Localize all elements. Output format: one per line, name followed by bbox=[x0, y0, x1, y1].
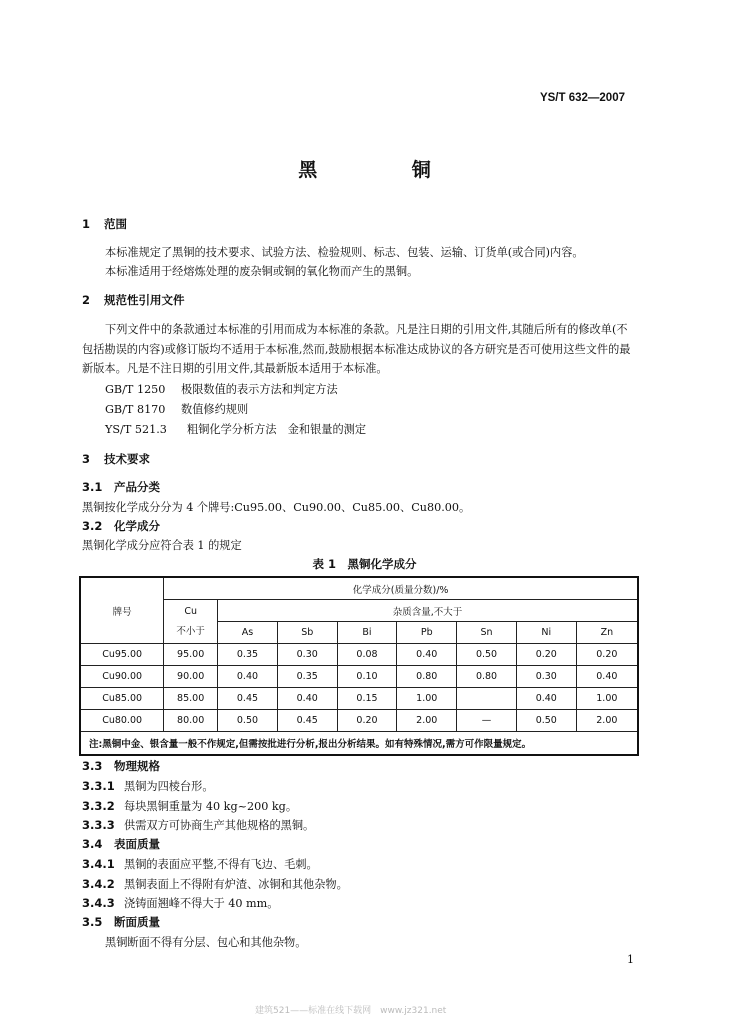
value-cell: 1.00 bbox=[397, 688, 457, 710]
clause-number: 3.4.2 bbox=[82, 877, 115, 891]
table-note: 注:黑铜中金、银含量一般不作规定,但需按批进行分析,报出分析结果。如有特殊情况,需方可作限量规定。 bbox=[80, 732, 638, 756]
cu-min-label: 不小于 bbox=[176, 625, 205, 637]
reference-code: GB/T 1250 bbox=[105, 383, 166, 396]
cu-cell: 95.00 bbox=[164, 644, 218, 666]
grade-cell: Cu95.00 bbox=[80, 644, 164, 666]
clause-text: 黑铜的表面应平整,不得有飞边、毛刺。 bbox=[124, 858, 318, 871]
table-caption: 表 1 黑铜化学成分 bbox=[312, 557, 417, 571]
impurity-col-header: Ni bbox=[516, 622, 576, 644]
section-number: 3.2 bbox=[82, 519, 103, 533]
section-3-heading bbox=[82, 451, 150, 467]
value-cell: 0.20 bbox=[576, 644, 638, 666]
value-cell: 0.15 bbox=[337, 688, 397, 710]
clause bbox=[82, 856, 318, 872]
value-cell: 0.35 bbox=[277, 666, 337, 688]
section-title: 化学成分 bbox=[114, 519, 160, 533]
reference-name: 数值修约规则 bbox=[181, 403, 249, 416]
value-cell: — bbox=[457, 710, 517, 732]
value-cell: 0.50 bbox=[457, 644, 517, 666]
page-number: 1 bbox=[627, 953, 634, 966]
value-cell: 2.00 bbox=[397, 710, 457, 732]
cu-label: Cu bbox=[184, 605, 197, 617]
section-number: 2 bbox=[82, 293, 91, 307]
paragraph: 黑铜化学成分应符合表 1 的规定 bbox=[82, 539, 242, 552]
value-cell: 0.80 bbox=[457, 666, 517, 688]
subsection-heading bbox=[82, 518, 160, 534]
reference-name: 极限数值的表示方法和判定方法 bbox=[181, 383, 338, 396]
section-number: 3.3 bbox=[82, 759, 103, 773]
impurity-header: 杂质含量,不大于 bbox=[218, 600, 638, 622]
page-title: 黑 铜 bbox=[298, 159, 475, 181]
cu-cell: 85.00 bbox=[164, 688, 218, 710]
grade-header: 牌号 bbox=[80, 577, 164, 644]
clause-number: 3.3.3 bbox=[82, 818, 115, 832]
standard-number: YS/T 632—2007 bbox=[539, 92, 625, 104]
grade-cell: Cu80.00 bbox=[80, 710, 164, 732]
clause-text: 黑铜表面上不得附有炉渣、冰铜和其他杂物。 bbox=[124, 878, 348, 891]
subsection-heading bbox=[82, 479, 160, 495]
section-title: 产品分类 bbox=[114, 480, 160, 494]
value-cell: 0.50 bbox=[516, 710, 576, 732]
section-2-heading bbox=[82, 292, 185, 308]
paragraph: 黑铜按化学成分分为 4 个牌号:Cu95.00、Cu90.00、Cu85.00、Cu80.00。 bbox=[82, 501, 471, 514]
cu-cell: 80.00 bbox=[164, 710, 218, 732]
table-row bbox=[80, 644, 638, 666]
value-cell: 0.40 bbox=[397, 644, 457, 666]
chemical-composition-table bbox=[79, 576, 639, 756]
value-cell: 0.35 bbox=[218, 644, 278, 666]
clause-text: 每块黑铜重量为 40 kg~200 kg。 bbox=[124, 800, 298, 813]
paragraph: 黑铜断面不得有分层、包心和其他杂物。 bbox=[105, 936, 307, 949]
paragraph: 本标准适用于经熔炼处理的废杂铜或铜的氧化物而产生的黑铜。 bbox=[105, 265, 419, 278]
clause-number: 3.4.3 bbox=[82, 896, 115, 910]
value-cell: 0.80 bbox=[397, 666, 457, 688]
section-number: 1 bbox=[82, 217, 91, 231]
section-title: 规范性引用文件 bbox=[104, 293, 185, 307]
section-title: 表面质量 bbox=[114, 837, 160, 851]
impurity-col-header: Sn bbox=[457, 622, 517, 644]
table-row bbox=[80, 666, 638, 688]
clause-text: 黑铜为四棱台形。 bbox=[124, 780, 214, 793]
section-title: 范围 bbox=[104, 217, 127, 231]
section-number: 3 bbox=[82, 452, 91, 466]
value-cell: 0.20 bbox=[516, 644, 576, 666]
paragraph: 本标准规定了黑铜的技术要求、试验方法、检验规则、标志、包装、运输、订货单(或合同)内容。 bbox=[105, 246, 584, 259]
value-cell bbox=[457, 688, 517, 710]
value-cell: 0.40 bbox=[277, 688, 337, 710]
section-title: 断面质量 bbox=[114, 915, 160, 929]
reference-name: 粗铜化学分析方法 金和银量的测定 bbox=[187, 423, 367, 436]
section-number: 3.1 bbox=[82, 480, 103, 494]
section-number: 3.4 bbox=[82, 837, 103, 851]
reference-item bbox=[105, 401, 248, 417]
subsection-heading bbox=[82, 914, 160, 930]
clause-text: 供需双方可协商生产其他规格的黑铜。 bbox=[124, 819, 315, 832]
value-cell: 0.45 bbox=[277, 710, 337, 732]
clause-text: 浇铸面翘峰不得大于 40 mm。 bbox=[124, 897, 279, 910]
impurity-col-header: Zn bbox=[576, 622, 638, 644]
value-cell: 0.30 bbox=[277, 644, 337, 666]
clause bbox=[82, 798, 297, 814]
composition-header: 化学成分(质量分数)/% bbox=[164, 577, 638, 600]
clause-number: 3.4.1 bbox=[82, 857, 115, 871]
clause bbox=[82, 895, 278, 911]
table-row bbox=[80, 710, 638, 732]
cu-header bbox=[164, 600, 218, 644]
value-cell: 0.08 bbox=[337, 644, 397, 666]
section-1-heading bbox=[82, 216, 127, 232]
impurity-col-header: Sb bbox=[277, 622, 337, 644]
value-cell: 0.40 bbox=[516, 688, 576, 710]
clause bbox=[82, 817, 314, 833]
value-cell: 0.45 bbox=[218, 688, 278, 710]
reference-item bbox=[105, 421, 366, 437]
value-cell: 2.00 bbox=[576, 710, 638, 732]
clause-number: 3.3.1 bbox=[82, 779, 115, 793]
cu-cell: 90.00 bbox=[164, 666, 218, 688]
table-row bbox=[80, 688, 638, 710]
value-cell: 0.40 bbox=[218, 666, 278, 688]
value-cell: 0.30 bbox=[516, 666, 576, 688]
value-cell: 0.20 bbox=[337, 710, 397, 732]
grade-cell: Cu90.00 bbox=[80, 666, 164, 688]
footer-watermark: 建筑521——标准在线下载网 www.jz321.net bbox=[255, 1006, 447, 1016]
impurity-col-header: As bbox=[218, 622, 278, 644]
clause-number: 3.3.2 bbox=[82, 799, 115, 813]
subsection-heading bbox=[82, 836, 160, 852]
grade-cell: Cu85.00 bbox=[80, 688, 164, 710]
section-title: 物理规格 bbox=[114, 759, 160, 773]
reference-item bbox=[105, 381, 338, 397]
value-cell: 0.10 bbox=[337, 666, 397, 688]
section-number: 3.5 bbox=[82, 915, 103, 929]
value-cell: 0.40 bbox=[576, 666, 638, 688]
impurity-col-header: Bi bbox=[337, 622, 397, 644]
section-title: 技术要求 bbox=[104, 452, 150, 466]
value-cell: 0.50 bbox=[218, 710, 278, 732]
impurity-col-header: Pb bbox=[397, 622, 457, 644]
clause bbox=[82, 876, 348, 892]
paragraph: 下列文件中的条款通过本标准的引用而成为本标准的条款。凡是注日期的引用文件,其随后所有的修改单(不包括勘误的内容)或修订版均不适用于本标准,然而,鼓励根据本标准达成协议的各方研究是否可使用这些文件的最新版本。凡是不注日期的引用文件,其最新版本适用于本标准。 bbox=[82, 323, 631, 375]
subsection-heading bbox=[82, 758, 160, 774]
reference-code: GB/T 8170 bbox=[105, 403, 166, 416]
clause bbox=[82, 778, 214, 794]
value-cell: 1.00 bbox=[576, 688, 638, 710]
reference-code: YS/T 521.3 bbox=[105, 423, 167, 436]
